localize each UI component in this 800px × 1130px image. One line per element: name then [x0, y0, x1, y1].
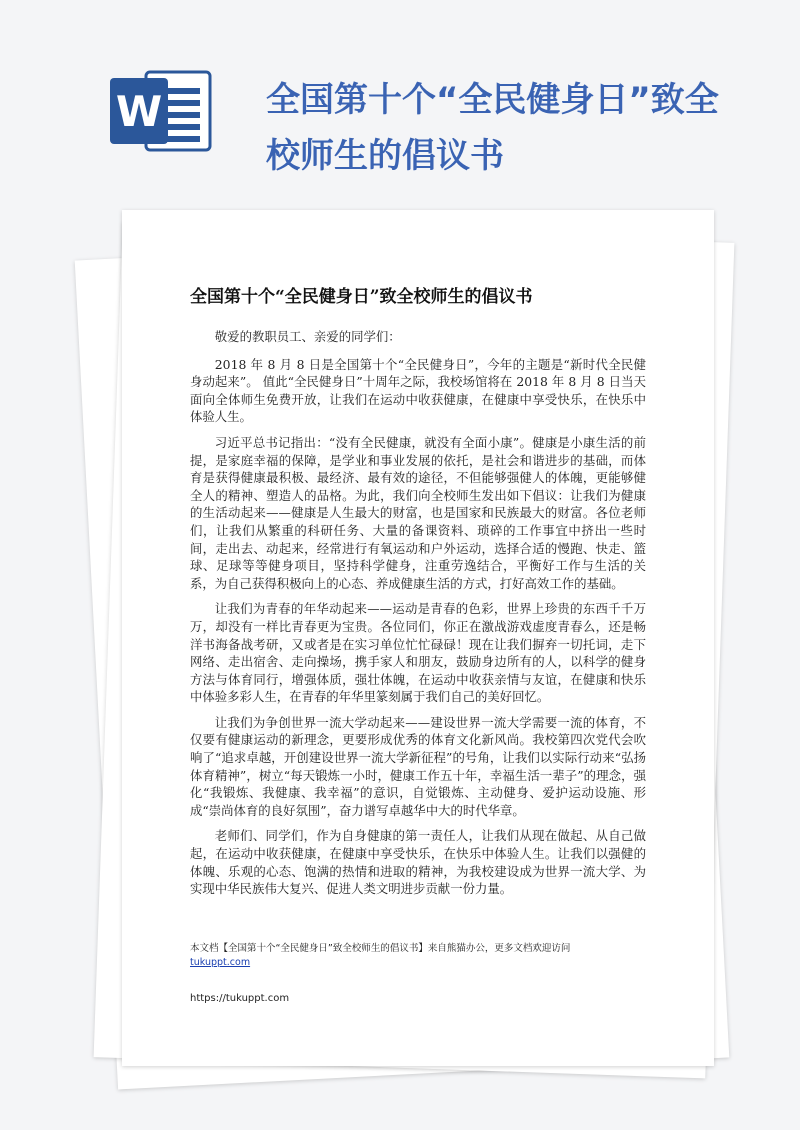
paragraph: 让我们为争创世界一流大学动起来——建设世界一流大学需要一流的体育，不仅要有健康运动的新理念，更要形成优秀的体育文化新风尚。我校第四次党代会吹响了“追求卓越，开创建设世界一流大学新征程”的号角，让我们以实际行动来“弘扬体育精神”，树立“每天锻炼一小时，健康工作五十年，幸福生活一辈子”的理念，强化“我锻炼、我健康、我幸福”的意识，自觉锻炼、主动健身、爱护运动设施、形成“崇尚体育的良好氛围”，奋力谱写卓越华中大的时代华章。: [190, 714, 646, 818]
paragraph: 2018 年 8 月 8 日是全国第十个“全民健身日”，今年的主题是“新时代全民健身动起来”。 值此“全民健身日”十周年之际，我校场馆将在 2018 年 8 月 8 日当天面向全体师生免费开放，让我们在运动中收获健康，在健康中享受快乐，在快乐中体验人生。: [190, 356, 646, 425]
greeting: 敬爱的教职员工、亲爱的同学们：: [214, 329, 401, 344]
word-document-icon: [108, 66, 220, 156]
paragraph: 让我们为青春的年华动起来——运动是青春的色彩，世界上珍贵的东西千千万万，却没有一样比青春更为宝贵。各位同们，你正在激战游戏虚度青春么，还是畅洋书海备战考研，又或者是在实习单位忙忙碌碌！现在让我们摒弃一切托词，走下网络、走出宿舍、走向操场，携手家人和朋友，鼓励身边所有的人，以科学的健身方法与体育同行，增强体质，强壮体魄，在运动中收获亲情与友谊，在健康和快乐中体验多彩人生，在青春的年华里篆刻属于我们自己的美好回忆。: [190, 601, 646, 705]
header-title: 全国第十个“全民健身日”致全校师生的倡议书: [266, 80, 719, 176]
document-title: 全国第十个“全民健身日”致全校师生的倡议书: [190, 287, 533, 307]
footer-note-text: 本文档【全国第十个“全民健身日”致全校师生的倡议书】来自熊猫办公，更多文档欢迎访问: [190, 943, 571, 954]
footer-url[interactable]: https://tukuppt.com: [190, 993, 290, 1004]
footer-note: [190, 942, 660, 970]
footer-link[interactable]: tukuppt.com: [190, 957, 251, 968]
paragraph: 习近平总书记指出：“没有全民健康，就没有全面小康”。健康是小康生活的前提，是家庭幸福的保障，是学业和事业发展的依托，是社会和谐进步的基础，而体育是获得健康最积极、最经济、最有效的途径，不但能够强健人的体魄，更能够健全人的精神、塑造人的品格。为此，我们向全校师生发出如下倡议：让我们为健康的生活动起来——健康是人生最大的财富，也是国家和民族最大的财富。各位老师们，让我们从繁重的科研任务、大量的备课资料、琐碎的工作事宜中挤出一些时间，走出去、动起来，经常进行有氧运动和户外运动，选择合适的慢跑、快走、篮球、足球等等健身项目，坚持科学健身，注重劳逸结合，平衡好工作与生活的关系，为自己获得积极向上的心态、养成健康生活的方式，打好高效工作的基础。: [190, 434, 646, 591]
paragraph: 老师们、同学们，作为自身健康的第一责任人，让我们从现在做起、从自己做起，在运动中收获健康，在健康中享受快乐，在快乐中体验人生。让我们以强健的体魄、乐观的心态、饱满的热情和进取的精神，为我校建设成为世界一流大学、为实现中华民族伟大复兴、促进人类文明进步贡献一份力量。: [190, 828, 646, 897]
word-icon-letter: W: [115, 87, 163, 136]
document-body: [190, 328, 646, 906]
